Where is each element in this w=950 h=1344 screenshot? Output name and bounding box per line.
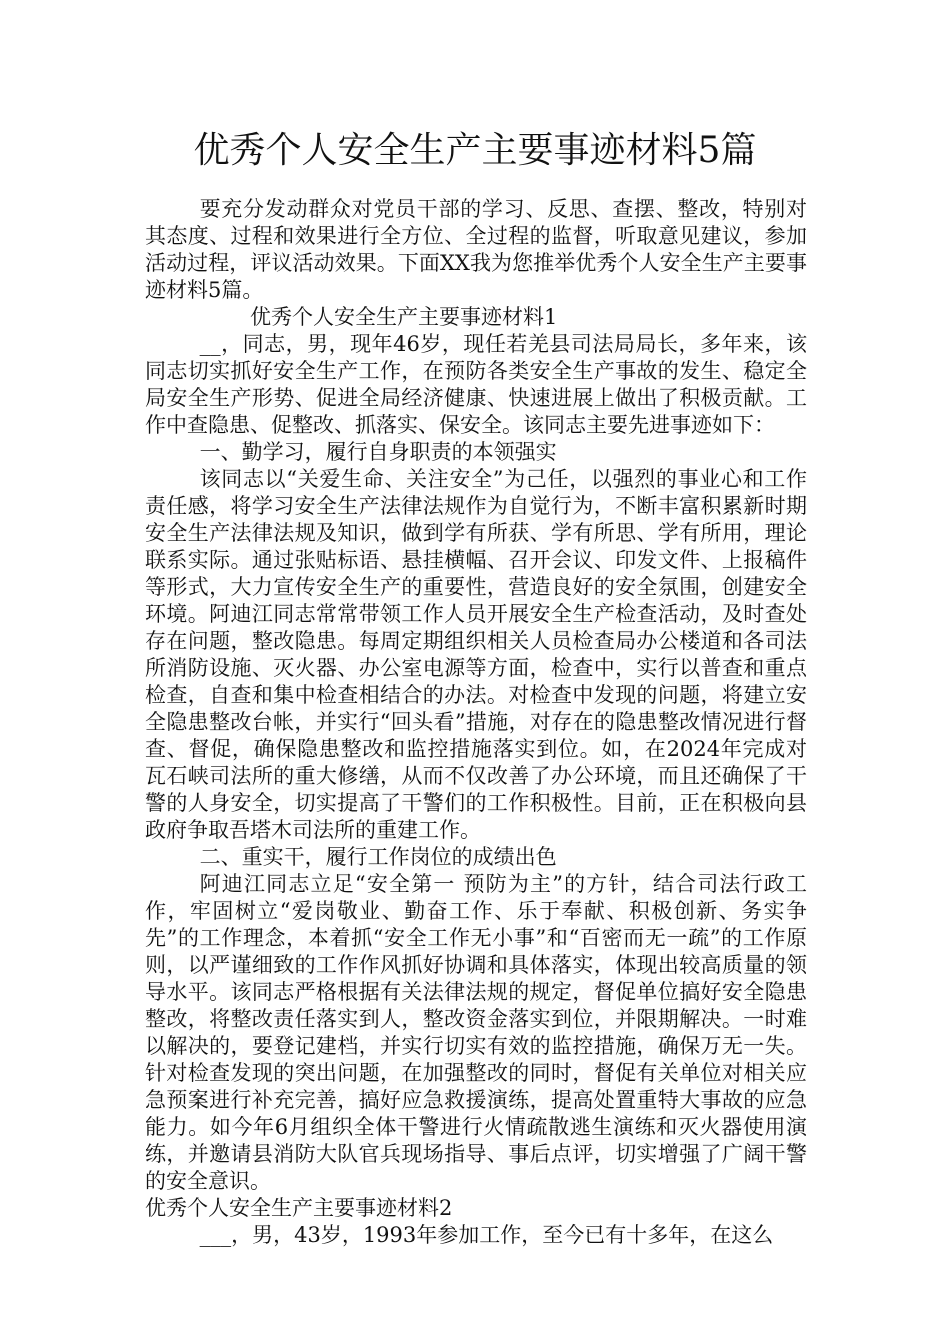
document-title: 优秀个人安全生产主要事迹材料5篇 bbox=[193, 130, 757, 171]
section-heading-2: 优秀个人安全生产主要事迹材料2 bbox=[145, 1196, 453, 1220]
subheading-1: 一、勤学习，履行自身职责的本领强实 bbox=[199, 440, 557, 464]
intro-paragraph: 要充分发动群众对党员干部的学习、反思、查摆、整改，特别对其态度、过程和效果进行全方位、全过程的监督，听取意见建议，参加活动过程，评议活动效果。下面XX我为您推举优秀个人安全生产主要事迹材料5篇。 bbox=[145, 197, 807, 302]
document-body bbox=[145, 196, 807, 1249]
body-paragraph: ___，男，43岁，1993年参加工作，至今已有十多年，在这么 bbox=[199, 1223, 774, 1247]
subheading-2: 二、重实干，履行工作岗位的成绩出色 bbox=[199, 845, 557, 869]
body-paragraph: __，同志，男，现年46岁，现任若羌县司法局局长，多年来，该同志切实抓好安全生产工作，在预防各类安全生产事故的发生、稳定全局安全生产形势、促进全局经济健康、快速进展上做出了积极贡献。工作中查隐患、促整改、抓落实、保安全。该同志主要先进事迹如下： bbox=[145, 332, 807, 437]
body-paragraph: 该同志以“关爱生命、关注安全”为己任，以强烈的事业心和工作责任感，将学习安全生产法律法规作为自觉行为，不断丰富积累新时期安全生产法律法规及知识，做到学有所获、学有所思、学有所用，理论联系实际。通过张贴标语、悬挂横幅、召开会议、印发文件、上报稿件等形式，大力宣传安全生产的重要性，营造良好的安全氛围，创建安全环境。阿迪江同志常常带领工作人员开展安全生产检查活动，及时查处存在问题，整改隐患。每周定期组织相关人员检查局办公楼道和各司法所消防设施、灭火器、办公室电源等方面，检查中，实行以普查和重点检查，自查和集中检查相结合的办法。对检查中发现的问题，将建立安全隐患整改台帐，并实行“回头看”措施，对存在的隐患整改情况进行督查、督促，确保隐患整改和监控措施落实到位。如，在2024年完成对瓦石峡司法所的重大修缮，从而不仅改善了办公环境，而且还确保了干警的人身安全，切实提高了干警们的工作积极性。目前，正在积极向县政府争取吾塔木司法所的重建工作。 bbox=[145, 467, 807, 842]
body-paragraph: 阿迪江同志立足“安全第一 预防为主”的方针，结合司法行政工作，牢固树立“爱岗敬业、勤奋工作、乐于奉献、积极创新、务实争先”的工作理念，本着抓“安全工作无小事”和“百密而无一疏”的工作原则，以严谨细致的工作作风抓好协调和具体落实，体现出较高质量的领导水平。该同志严格根据有关法律法规的规定，督促单位搞好安全隐患整改，将整改责任落实到人，整改资金落实到位，并限期解决。一时难以解决的，要登记建档，并实行切实有效的监控措施，确保万无一失。针对检查发现的突出问题，在加强整改的同时，督促有关单位对相关应急预案进行补充完善，搞好应急救援演练，提高处置重特大事故的应急能力。如今年6月组织全体干警进行火情疏散逃生演练和灭火器使用演练，并邀请县消防大队官兵现场指导、事后点评，切实增强了广阔干警的安全意识。 bbox=[145, 872, 807, 1193]
section-heading-1: 优秀个人安全生产主要事迹材料1 bbox=[250, 305, 558, 329]
